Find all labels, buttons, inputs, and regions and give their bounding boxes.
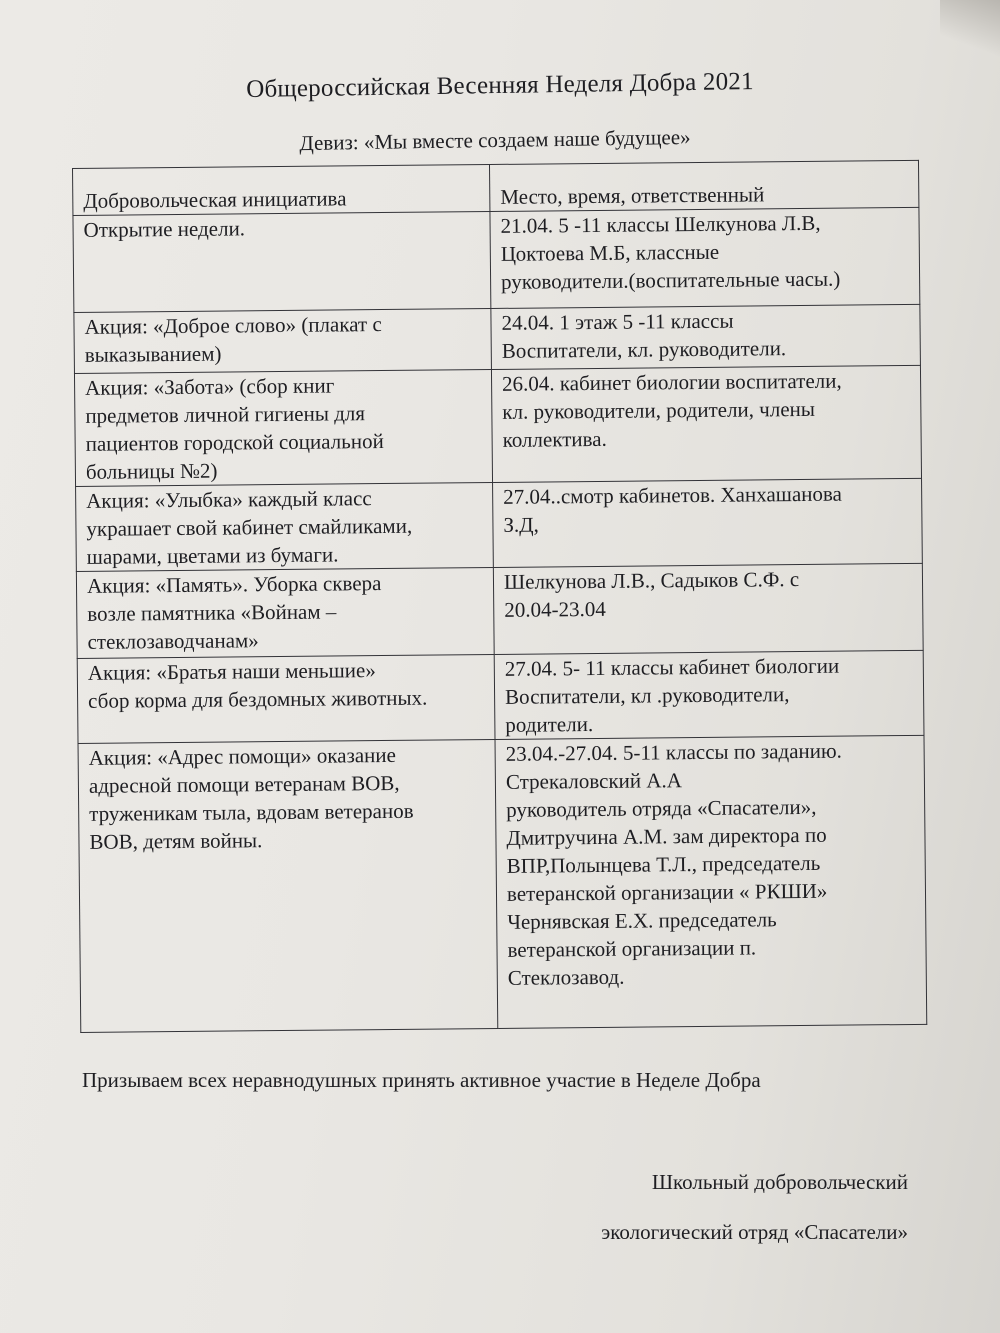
header-details: Место, время, ответственный: [489, 160, 918, 211]
details-cell: 27.04. 5- 11 классы кабинет биологии Воспитатели, кл .руководители, родители.: [494, 650, 924, 739]
details-cell: 26.04. кабинет биологии воспитатели, кл. руководители, родители, члены коллектива.: [491, 365, 921, 482]
details-cell: 27.04..смотр кабинетов. Ханхашанова З.Д,: [493, 478, 923, 567]
header-initiative: Добровольческая инициатива: [73, 164, 490, 215]
initiative-cell: Акция: «Память». Уборка сквера возле памятника «Войнам – стеклозаводчанам»: [76, 567, 494, 658]
table-row: [77, 650, 924, 743]
document-motto: Девиз: «Мы вместе создаем наше будущее»: [299, 124, 691, 156]
page-corner-shadow: [940, 0, 1000, 60]
initiative-cell: Акция: «Братья наши меньшие» сбор корма для бездомных животных.: [77, 654, 495, 743]
table-header-row: [73, 160, 919, 215]
events-table-wrapper: [72, 160, 926, 1033]
table-row: [76, 478, 923, 571]
signature-line-1: Школьный добровольческий: [651, 1170, 908, 1194]
details-cell: 24.04. 1 этаж 5 -11 классы Воспитатели, кл. руководители.: [491, 304, 921, 369]
table-row: [76, 563, 923, 658]
table-row: [74, 365, 921, 486]
events-table: [72, 160, 927, 1033]
initiative-cell: Акция: «Доброе слово» (плакат с выказыванием): [74, 308, 492, 373]
document-title: Общероссийская Весенняя Неделя Добра 2021: [246, 68, 754, 103]
initiative-cell: Акция: «Улыбка» каждый класс украшает свой кабинет смайликами, шарами, цветами из бумаги.: [76, 482, 494, 571]
table-row: [73, 207, 920, 312]
call-to-action: Призываем всех неравнодушных принять активное участие в Неделе Добра: [82, 1068, 761, 1092]
details-cell: Шелкунова Л.В., Садыков С.Ф. с 20.04-23.04: [493, 563, 923, 654]
table-row: [78, 735, 927, 1032]
initiative-cell: Акция: «Адрес помощи» оказание адресной помощи ветеранам ВОВ, труженикам тыла, вдовам ветеранов ВОВ, детям войны.: [78, 739, 498, 1032]
table-row: [74, 304, 921, 373]
signature-line-2: экологический отряд «Спасатели»: [601, 1220, 908, 1244]
initiative-cell: Открытие недели.: [73, 211, 491, 312]
details-cell: 23.04.-27.04. 5-11 классы по заданию. Стрекаловский А.А руководитель отряда «Спасатели», Дмитручина А.М. зам директора по ВПР,Полынцева Т.Л., председатель ветеранской организации « РКШИ» Чернявская Е.Х. председатель ветеранской организации п. Стеклозавод.: [495, 735, 927, 1028]
details-cell: 21.04. 5 -11 классы Шелкунова Л.В, Цоктоева М.Б, классные руководители.(воспитательные часы.): [490, 207, 920, 308]
initiative-cell: Акция: «Забота» (сбор книг предметов личной гигиены для пациентов городской социальной больницы №2): [74, 369, 492, 486]
